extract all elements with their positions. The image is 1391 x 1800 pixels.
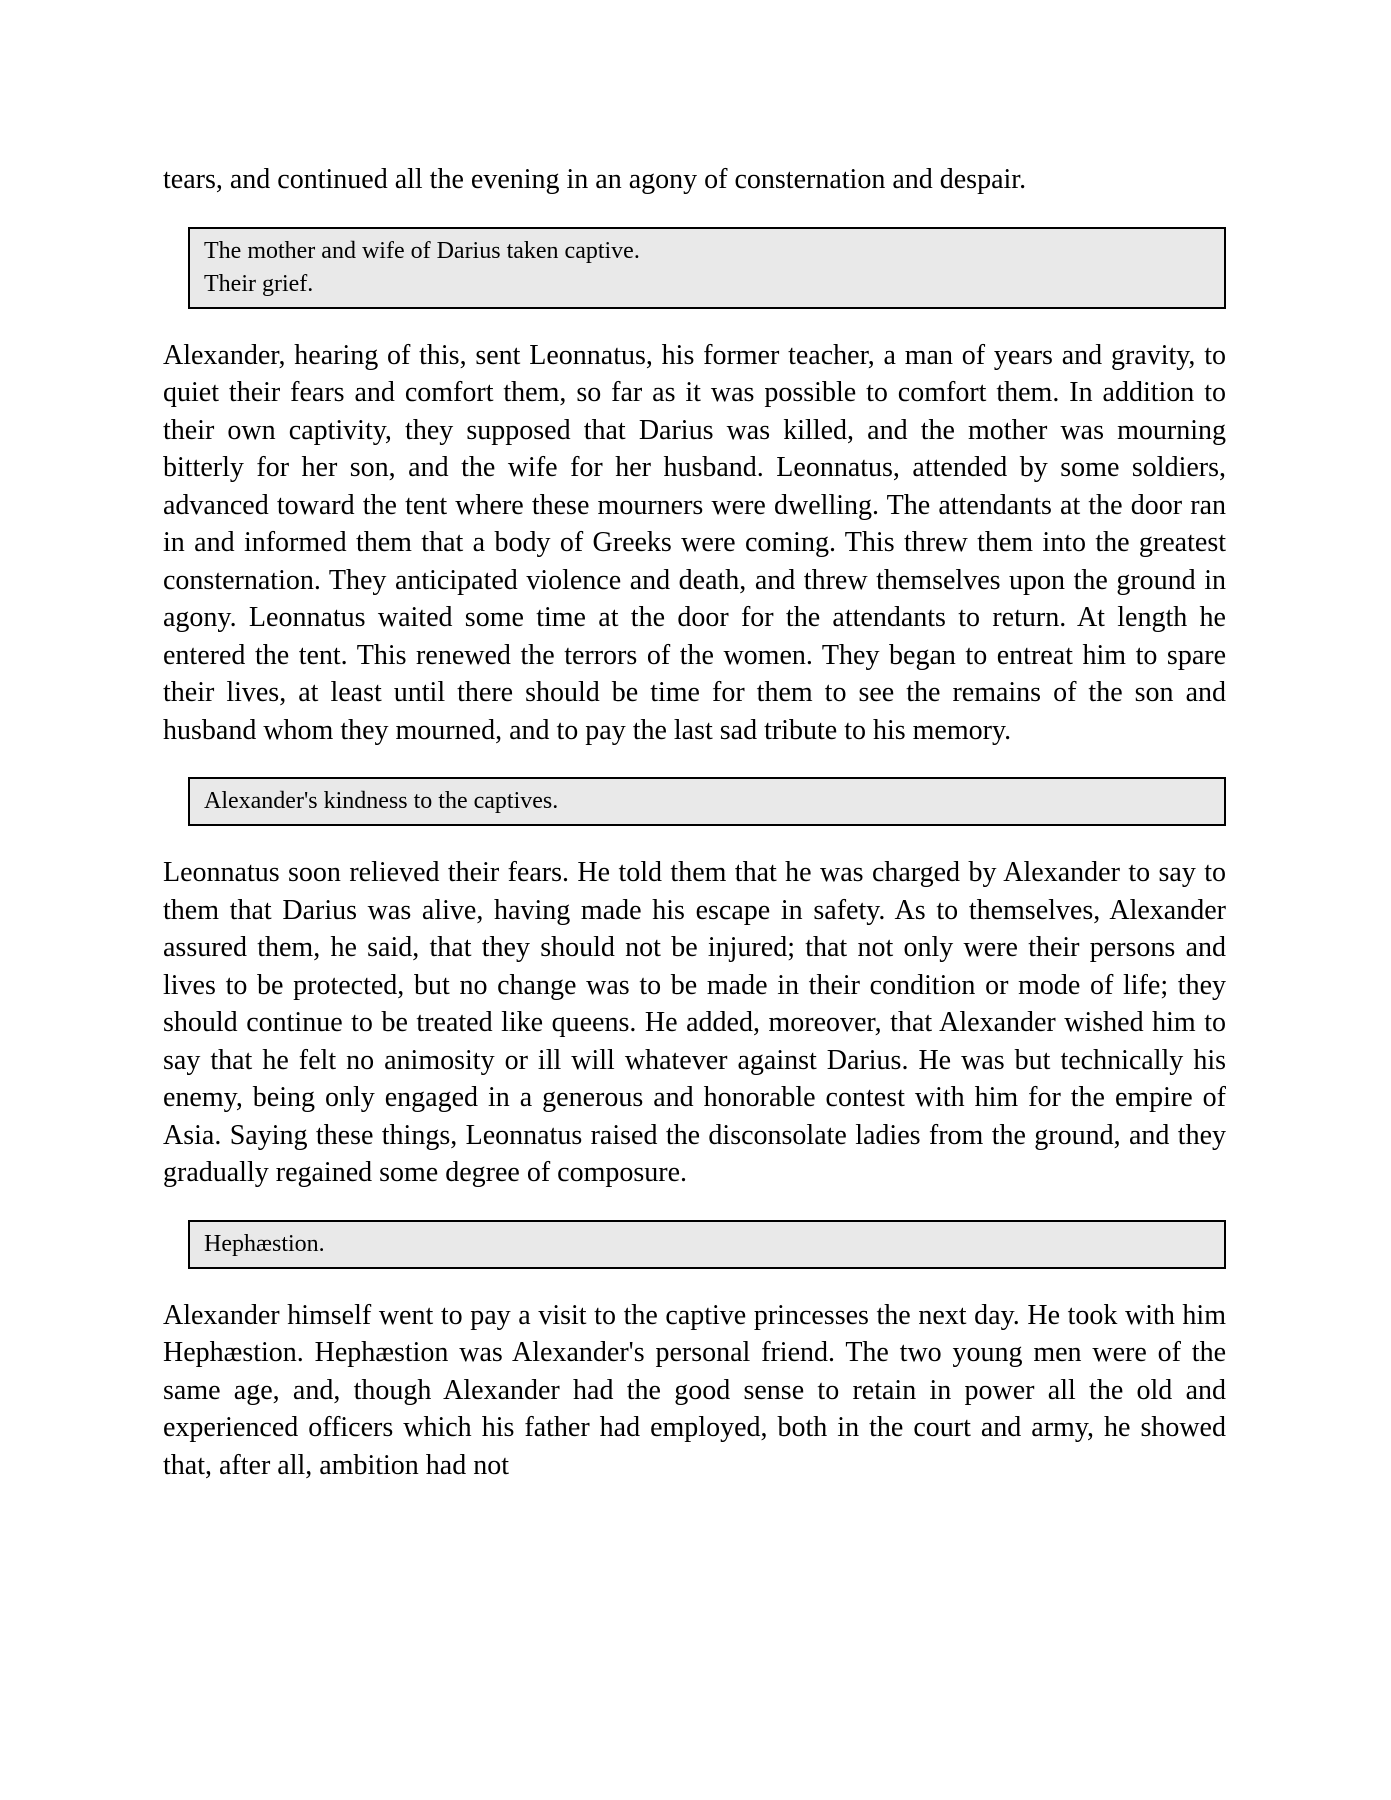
paragraph-hephaestion-visit: Alexander himself went to pay a visit to the captive princesses the next day. He took with him Hephæstion. Hephæstion was Alexander's personal friend. The two young men were of the same age, and, though Alexander had the good sense to retain in power all the old and experienced officers which his father had employed, both in the court and army, he showed that, after all, ambition had not bbox=[163, 1299, 1226, 1481]
sidenote-text: Their grief. bbox=[204, 270, 314, 297]
sidenote-box-3 bbox=[188, 1220, 1226, 1269]
sidenote-box-1 bbox=[188, 227, 1226, 309]
paragraph-leonnatus-sent: Alexander, hearing of this, sent Leonnatus, his former teacher, a man of years and gravity, to quiet their fears and comfort them, so far as it was possible to comfort them. In addition to their own captivity, they supposed that Darius was killed, and the mother was mourning bitterly for her son, and the wife for her husband. Leonnatus, attended by some soldiers, advanced toward the tent where these mourners were dwelling. The attendants at the door ran in and informed them that a body of Greeks were coming. This threw them into the greatest consternation. They anticipated violence and death, and threw themselves upon the ground in agony. Leonnatus waited some time at the door for the attendants to return. At length he entered the tent. This renewed the terrors of the women. They began to entreat him to spare their lives, at least until there should be time for them to see the remains of the son and husband whom they mourned, and to pay the last sad tribute to his memory. bbox=[163, 339, 1226, 746]
sidenote-text: The mother and wife of Darius taken captive. bbox=[204, 237, 640, 264]
sidenote-box-2 bbox=[188, 777, 1226, 826]
sidenote-text: Hephæstion. bbox=[204, 1230, 325, 1257]
paragraph-fears-relieved: Leonnatus soon relieved their fears. He told them that he was charged by Alexander to say to them that Darius was alive, having made his escape in safety. As to themselves, Alexander assured them, he said, that they should not be injured; that not only were their persons and lives to be protected, but no change was to be made in their condition or mode of life; they should continue to be treated like queens. He added, moreover, that Alexander wished him to say that he felt no animosity or ill will whatever against Darius. He was but technically his enemy, being only engaged in a generous and honorable contest with him for the empire of Asia. Saying these things, Leonnatus raised the disconsolate ladies from the ground, and they gradually regained some degree of composure. bbox=[163, 857, 1226, 1188]
paragraph-continuation: tears, and continued all the evening in an agony of consternation and despair. bbox=[163, 164, 1027, 195]
sidenote-text: Alexander's kindness to the captives. bbox=[204, 788, 559, 814]
